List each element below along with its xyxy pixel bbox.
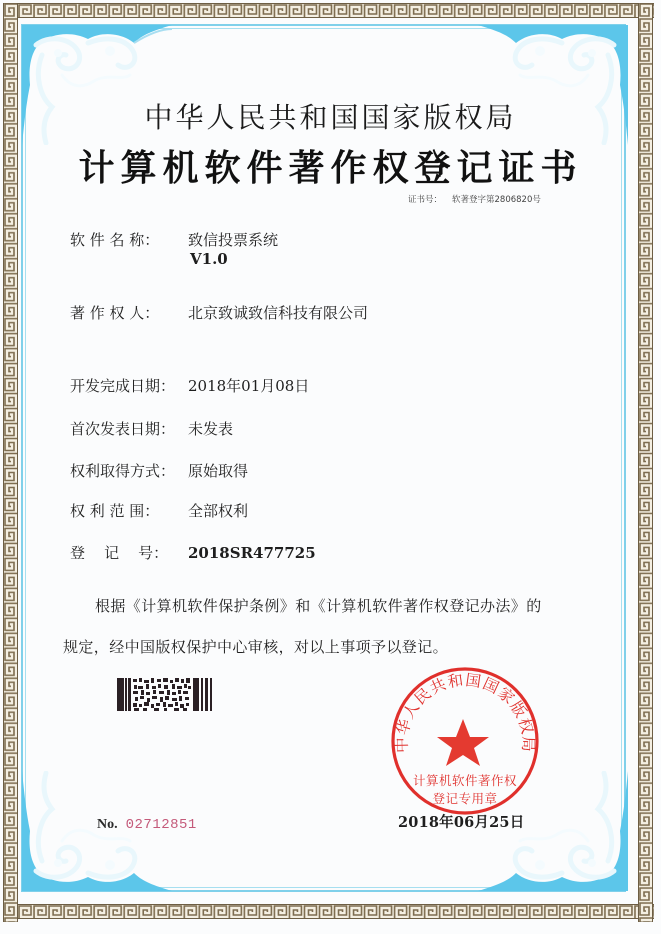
seal-text-line-1: 计算机软件著作权 xyxy=(412,773,517,788)
svg-text:中华人民共和国国家版权局: 中华人民共和国国家版权局 xyxy=(392,670,538,754)
field-label: 权利取得方式： xyxy=(70,462,176,480)
field-copyright-owner xyxy=(70,302,368,323)
field-value: 北京致诚致信科技有限公司 xyxy=(188,304,369,322)
field-value: 原始取得 xyxy=(188,462,249,480)
serial-number xyxy=(97,816,197,833)
seal-text-line-2: 登记专用章 xyxy=(432,791,498,806)
field-value: 未发表 xyxy=(188,420,234,438)
field-label: 首次发表日期： xyxy=(70,420,176,438)
field-label: 著 作 权 人： xyxy=(70,304,160,322)
greek-key-border-bottom xyxy=(3,904,654,919)
field-label: 权 利 范 围： xyxy=(70,502,160,520)
field-value: 致信投票系统 xyxy=(188,231,279,249)
serial-number-value: 02712851 xyxy=(125,817,197,833)
field-value: 全部权利 xyxy=(188,502,249,520)
barcode-icon xyxy=(117,678,214,711)
field-software-name xyxy=(70,229,279,268)
field-label: 软 件 名 称： xyxy=(70,231,160,249)
official-seal xyxy=(390,667,540,817)
certificate-number-value: 软著登字第2806820号 xyxy=(452,195,541,205)
field-rights-acquisition xyxy=(70,460,248,481)
issuer-title: 中华人民共和国国家版权局 xyxy=(144,101,517,134)
field-first-publication-date xyxy=(70,418,233,439)
field-label: 登 记 号： xyxy=(70,544,169,562)
statement-line-1: 根据《计算机软件保护条例》和《计算机软件著作权登记办法》的 xyxy=(95,597,542,615)
field-registration-number xyxy=(70,542,316,563)
certificate-number-label: 证书号： xyxy=(408,195,443,205)
field-value: 2018SR477725 xyxy=(188,544,316,562)
certificate-number xyxy=(408,193,541,205)
seal-star-icon xyxy=(437,719,489,766)
field-value: 2018年01月08日 xyxy=(188,377,310,395)
field-label: 开发完成日期： xyxy=(70,377,176,395)
field-rights-scope xyxy=(70,500,248,521)
greek-key-border-top xyxy=(3,3,654,18)
statement-line-2: 规定，经中国版权保护中心审核，对以上事项予以登记。 xyxy=(63,638,449,656)
issue-date: 2018年06月25日 xyxy=(398,814,525,831)
field-completion-date xyxy=(70,375,309,396)
serial-number-label: No. xyxy=(97,817,118,832)
certificate-title: 计算机软件著作权登记证书 xyxy=(78,147,583,189)
field-value-version: V1.0 xyxy=(190,250,228,268)
